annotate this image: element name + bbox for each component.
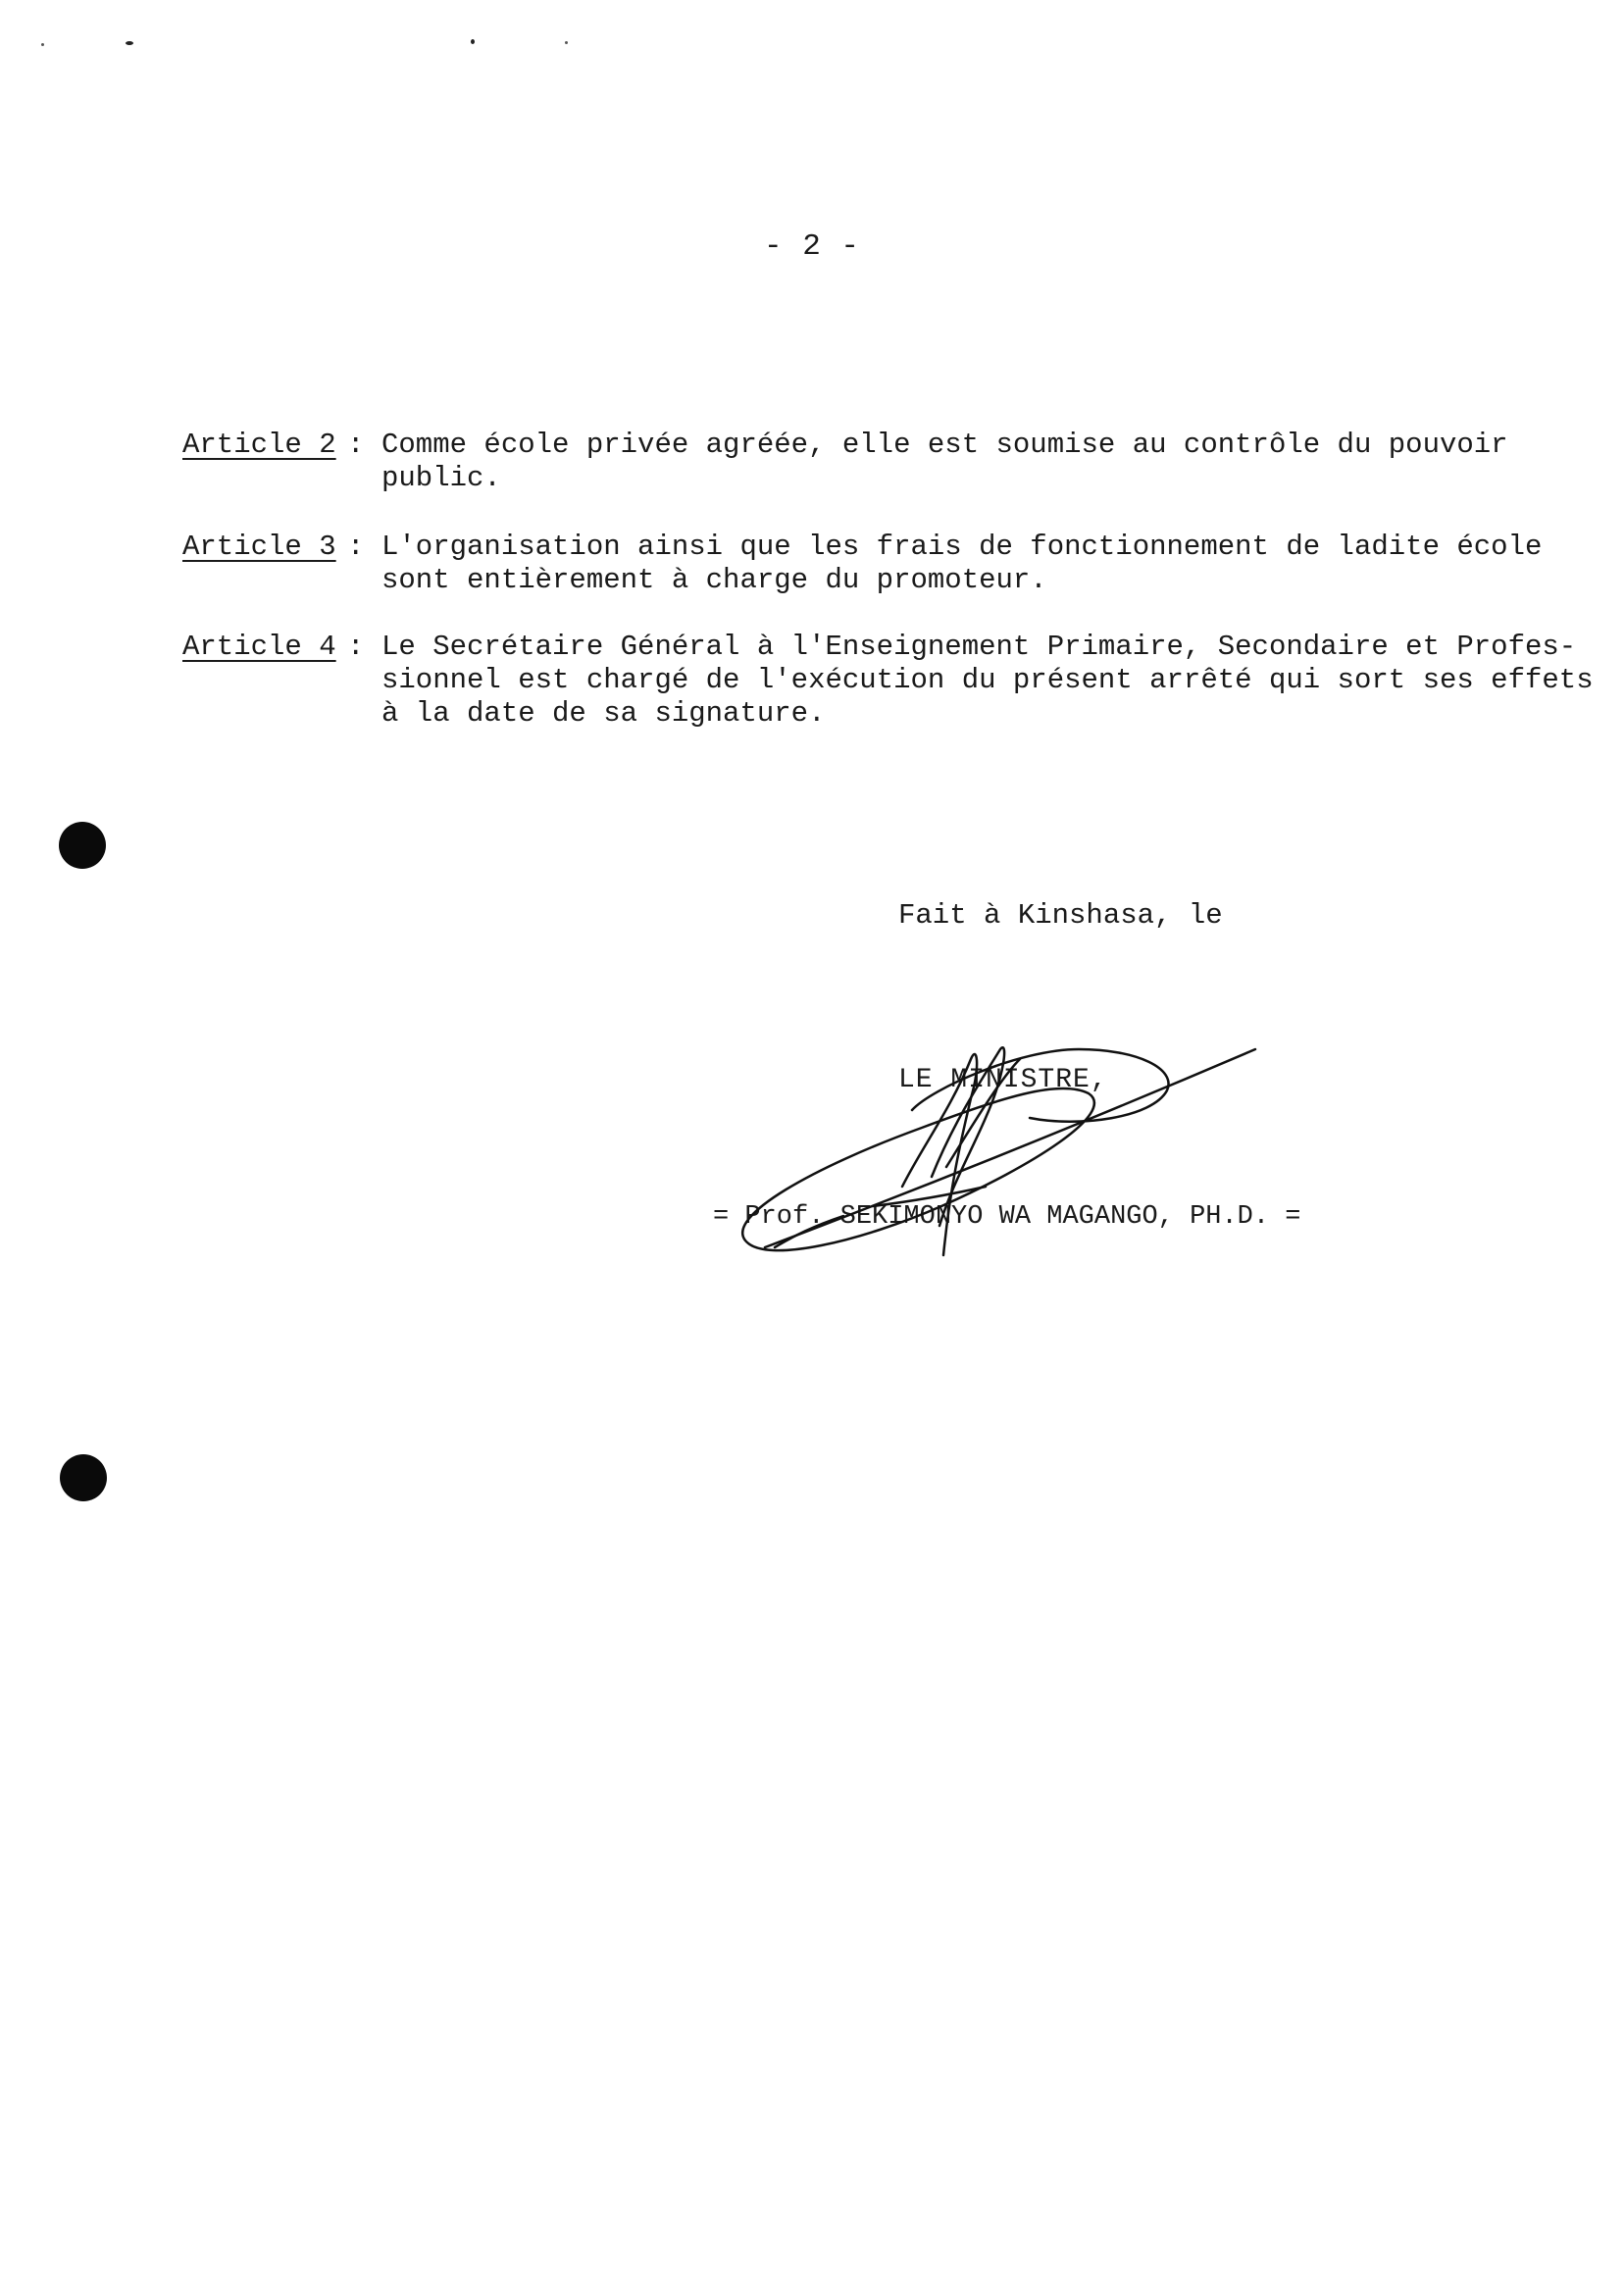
signatory-title: LE MINISTRE, — [898, 1065, 1108, 1095]
scan-speck — [41, 43, 44, 46]
page-number: - 2 - — [763, 229, 860, 264]
scan-speck — [565, 41, 568, 44]
signatory-name: = Prof. SEKIMONYO WA MAGANGO, PH.D. = — [713, 1202, 1301, 1232]
article-label: Article 4 — [182, 631, 336, 663]
article-text — [381, 429, 1568, 495]
article-label: Article 3 — [182, 531, 336, 563]
article-text-line: sionnel est chargé de l'exécution du présent arrêté qui sort ses effets — [381, 664, 1594, 696]
article-text-line: sont entièrement à charge du promoteur. — [381, 564, 1047, 596]
article-colon: : — [347, 631, 365, 663]
place-date-line: Fait à Kinshasa, le — [898, 899, 1223, 932]
punch-hole — [60, 1454, 107, 1501]
scan-speck — [471, 39, 475, 44]
handwritten-signature — [706, 1020, 1294, 1275]
article-colon: : — [347, 531, 365, 563]
article-text — [381, 531, 1568, 597]
article-text-line: Comme école privée agréée, elle est soumise au contrôle du pouvoir — [381, 429, 1508, 461]
article-text-line: L'organisation ainsi que les frais de fonctionnement de ladite école — [381, 531, 1543, 563]
scan-speck — [126, 41, 133, 45]
article-text-line: à la date de sa signature. — [381, 697, 826, 730]
article-text-line: Le Secrétaire Général à l'Enseignement Primaire, Secondaire et Profes- — [381, 631, 1577, 663]
article-colon: : — [347, 429, 365, 461]
punch-hole — [59, 822, 106, 869]
article-text — [381, 631, 1594, 731]
article-label: Article 2 — [182, 429, 336, 461]
article-text-line: public. — [381, 462, 501, 494]
